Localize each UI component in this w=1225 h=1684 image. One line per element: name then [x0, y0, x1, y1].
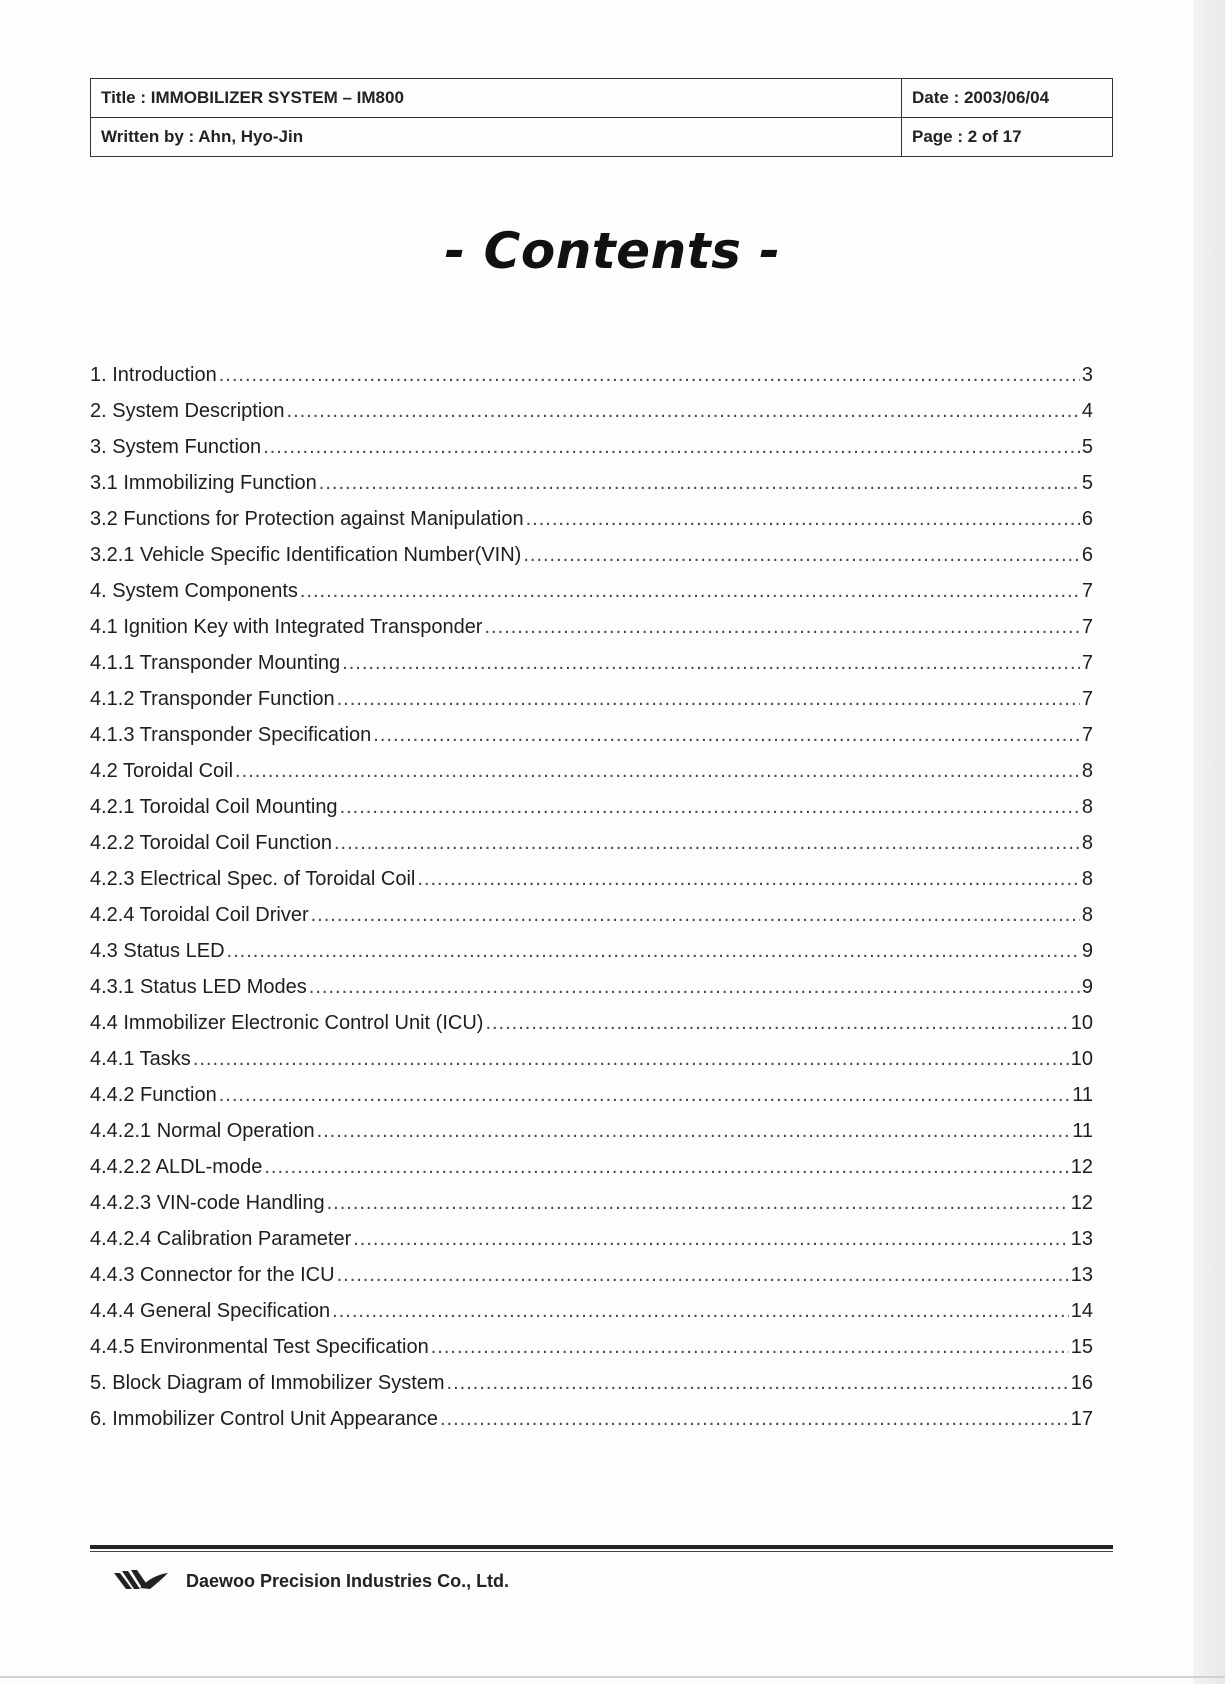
toc-entry-page: 5: [1081, 436, 1093, 458]
toc-entry-page: 12: [1070, 1192, 1093, 1214]
toc-entry-label: 3.2 Functions for Protection against Manipulation: [90, 508, 524, 530]
toc-entry: [90, 940, 1093, 976]
toc-entry-label: 4.1.1 Transponder Mounting: [90, 652, 341, 674]
toc-entry-page: 5: [1081, 472, 1093, 494]
toc-entry: [90, 1120, 1093, 1156]
toc-entry-label: 4.4.4 General Specification: [90, 1300, 331, 1322]
toc-entry-label: 4.2 Toroidal Coil: [90, 760, 234, 782]
toc-dot-leader: [227, 940, 1080, 963]
toc-entry-label: 6. Immobilizer Control Unit Appearance: [90, 1408, 438, 1430]
toc-dot-leader: [311, 904, 1080, 927]
toc-entry-page: 13: [1070, 1264, 1093, 1286]
toc-dot-leader: [373, 724, 1080, 747]
toc-dot-leader: [417, 868, 1080, 891]
toc-dot-leader: [193, 1048, 1069, 1071]
toc-entry-page: 10: [1070, 1012, 1093, 1034]
toc-entry: [90, 1372, 1093, 1408]
toc-entry-page: 12: [1070, 1156, 1093, 1178]
daewoo-logo-icon: [112, 1567, 170, 1595]
toc-entry-label: 4.4 Immobilizer Electronic Control Unit (ICU): [90, 1012, 484, 1034]
toc-entry: [90, 1300, 1093, 1336]
toc-dot-leader: [235, 760, 1080, 783]
toc-entry-page: 17: [1070, 1408, 1093, 1430]
toc-dot-leader: [337, 688, 1080, 711]
toc-entry-page: 7: [1081, 688, 1093, 710]
toc-entry: [90, 1336, 1093, 1372]
toc-entry-label: 4.2.1 Toroidal Coil Mounting: [90, 796, 338, 818]
toc-entry-label: 2. System Description: [90, 400, 285, 422]
toc-entry-label: 4.1 Ignition Key with Integrated Transponder: [90, 616, 483, 638]
footer: [112, 1567, 509, 1595]
document-header-table: [90, 78, 1113, 157]
toc-dot-leader: [327, 1192, 1069, 1215]
toc-dot-leader: [353, 1228, 1069, 1251]
toc-entry-page: 13: [1070, 1228, 1093, 1250]
toc-entry: [90, 832, 1093, 868]
toc-entry-page: 3: [1081, 364, 1093, 386]
toc-entry: [90, 652, 1093, 688]
toc-dot-leader: [340, 796, 1080, 819]
toc-entry-label: 4.2.3 Electrical Spec. of Toroidal Coil: [90, 868, 416, 890]
toc-entry-label: 4.4.1 Tasks: [90, 1048, 191, 1070]
toc-dot-leader: [447, 1372, 1069, 1395]
toc-dot-leader: [526, 508, 1080, 531]
toc-entry: [90, 1084, 1093, 1120]
toc-entry-label: 4.4.2 Function: [90, 1084, 217, 1106]
toc-dot-leader: [219, 364, 1080, 387]
toc-entry-page: 15: [1070, 1336, 1093, 1358]
toc-dot-leader: [523, 544, 1080, 567]
toc-entry-page: 9: [1081, 976, 1093, 998]
toc-entry-label: 3.2.1 Vehicle Specific Identification Number(VIN): [90, 544, 522, 566]
toc-entry-page: 6: [1081, 508, 1093, 530]
toc-entry-label: 3.1 Immobilizing Function: [90, 472, 317, 494]
table-of-contents: [90, 364, 1093, 1444]
footer-rule: [90, 1545, 1113, 1552]
page-bottom-edge: [0, 1676, 1225, 1678]
toc-entry-label: 4.4.2.3 VIN-code Handling: [90, 1192, 325, 1214]
toc-entry: [90, 1048, 1093, 1084]
page-title: - Contents -: [444, 222, 781, 280]
toc-entry-label: 4.4.5 Environmental Test Specification: [90, 1336, 429, 1358]
toc-entry-page: 7: [1081, 616, 1093, 638]
toc-entry: [90, 976, 1093, 1012]
toc-entry-label: 4.4.3 Connector for the ICU: [90, 1264, 335, 1286]
toc-entry-page: 9: [1081, 940, 1093, 962]
header-date: Date : 2003/06/04: [902, 79, 1113, 118]
toc-entry-page: 10: [1070, 1048, 1093, 1070]
toc-entry: [90, 616, 1093, 652]
toc-dot-leader: [219, 1084, 1070, 1107]
toc-dot-leader: [431, 1336, 1069, 1359]
toc-dot-leader: [484, 616, 1079, 639]
toc-entry: [90, 904, 1093, 940]
toc-entry: [90, 580, 1093, 616]
toc-entry-label: 4.4.2.4 Calibration Parameter: [90, 1228, 352, 1250]
toc-dot-leader: [317, 1120, 1071, 1143]
toc-entry-label: 4.2.2 Toroidal Coil Function: [90, 832, 332, 854]
toc-dot-leader: [319, 472, 1080, 495]
toc-entry: [90, 1408, 1093, 1444]
toc-entry: [90, 400, 1093, 436]
toc-entry: [90, 472, 1093, 508]
toc-entry-page: 8: [1081, 760, 1093, 782]
toc-entry: [90, 508, 1093, 544]
toc-entry-page: 7: [1081, 724, 1093, 746]
toc-entry-label: 4. System Components: [90, 580, 298, 602]
toc-dot-leader: [309, 976, 1080, 999]
toc-dot-leader: [287, 400, 1080, 423]
toc-dot-leader: [332, 1300, 1069, 1323]
toc-entry-page: 11: [1072, 1084, 1093, 1106]
toc-entry-label: 4.1.3 Transponder Specification: [90, 724, 372, 746]
toc-entry: [90, 1192, 1093, 1228]
toc-entry-label: 4.3.1 Status LED Modes: [90, 976, 307, 998]
toc-entry-page: 8: [1081, 904, 1093, 926]
toc-dot-leader: [300, 580, 1080, 603]
toc-entry: [90, 796, 1093, 832]
header-page: Page : 2 of 17: [902, 118, 1113, 157]
toc-entry-page: 4: [1081, 400, 1093, 422]
toc-dot-leader: [485, 1012, 1068, 1035]
toc-dot-leader: [342, 652, 1080, 675]
toc-entry-page: 7: [1081, 580, 1093, 602]
toc-entry: [90, 760, 1093, 796]
toc-entry-label: 5. Block Diagram of Immobilizer System: [90, 1372, 445, 1394]
toc-entry: [90, 1264, 1093, 1300]
toc-entry: [90, 724, 1093, 760]
toc-entry-label: 4.1.2 Transponder Function: [90, 688, 335, 710]
toc-entry: [90, 1228, 1093, 1264]
toc-entry-label: 1. Introduction: [90, 364, 217, 386]
toc-entry-label: 4.3 Status LED: [90, 940, 225, 962]
toc-entry-label: 4.4.2.1 Normal Operation: [90, 1120, 315, 1142]
toc-entry: [90, 1156, 1093, 1192]
toc-entry: [90, 1012, 1093, 1048]
toc-entry-page: 8: [1081, 796, 1093, 818]
toc-dot-leader: [337, 1264, 1069, 1287]
toc-dot-leader: [334, 832, 1080, 855]
company-name: Daewoo Precision Industries Co., Ltd.: [186, 1570, 510, 1591]
toc-entry: [90, 688, 1093, 724]
toc-entry: [90, 544, 1093, 580]
toc-entry-page: 16: [1070, 1372, 1093, 1394]
toc-entry-page: 11: [1072, 1120, 1093, 1142]
toc-entry: [90, 868, 1093, 904]
toc-entry-label: 4.2.4 Toroidal Coil Driver: [90, 904, 309, 926]
toc-dot-leader: [440, 1408, 1069, 1431]
toc-entry-page: 14: [1070, 1300, 1093, 1322]
toc-entry-page: 7: [1081, 652, 1093, 674]
header-title: Title : IMMOBILIZER SYSTEM – IM800: [91, 79, 902, 118]
toc-entry-label: 3. System Function: [90, 436, 262, 458]
header-author: Written by : Ahn, Hyo-Jin: [91, 118, 902, 157]
toc-dot-leader: [263, 436, 1080, 459]
toc-entry-page: 8: [1081, 868, 1093, 890]
toc-entry-page: 6: [1081, 544, 1093, 566]
toc-dot-leader: [264, 1156, 1068, 1179]
toc-entry: [90, 364, 1093, 400]
toc-entry: [90, 436, 1093, 472]
toc-entry-page: 8: [1081, 832, 1093, 854]
toc-entry-label: 4.4.2.2 ALDL-mode: [90, 1156, 263, 1178]
